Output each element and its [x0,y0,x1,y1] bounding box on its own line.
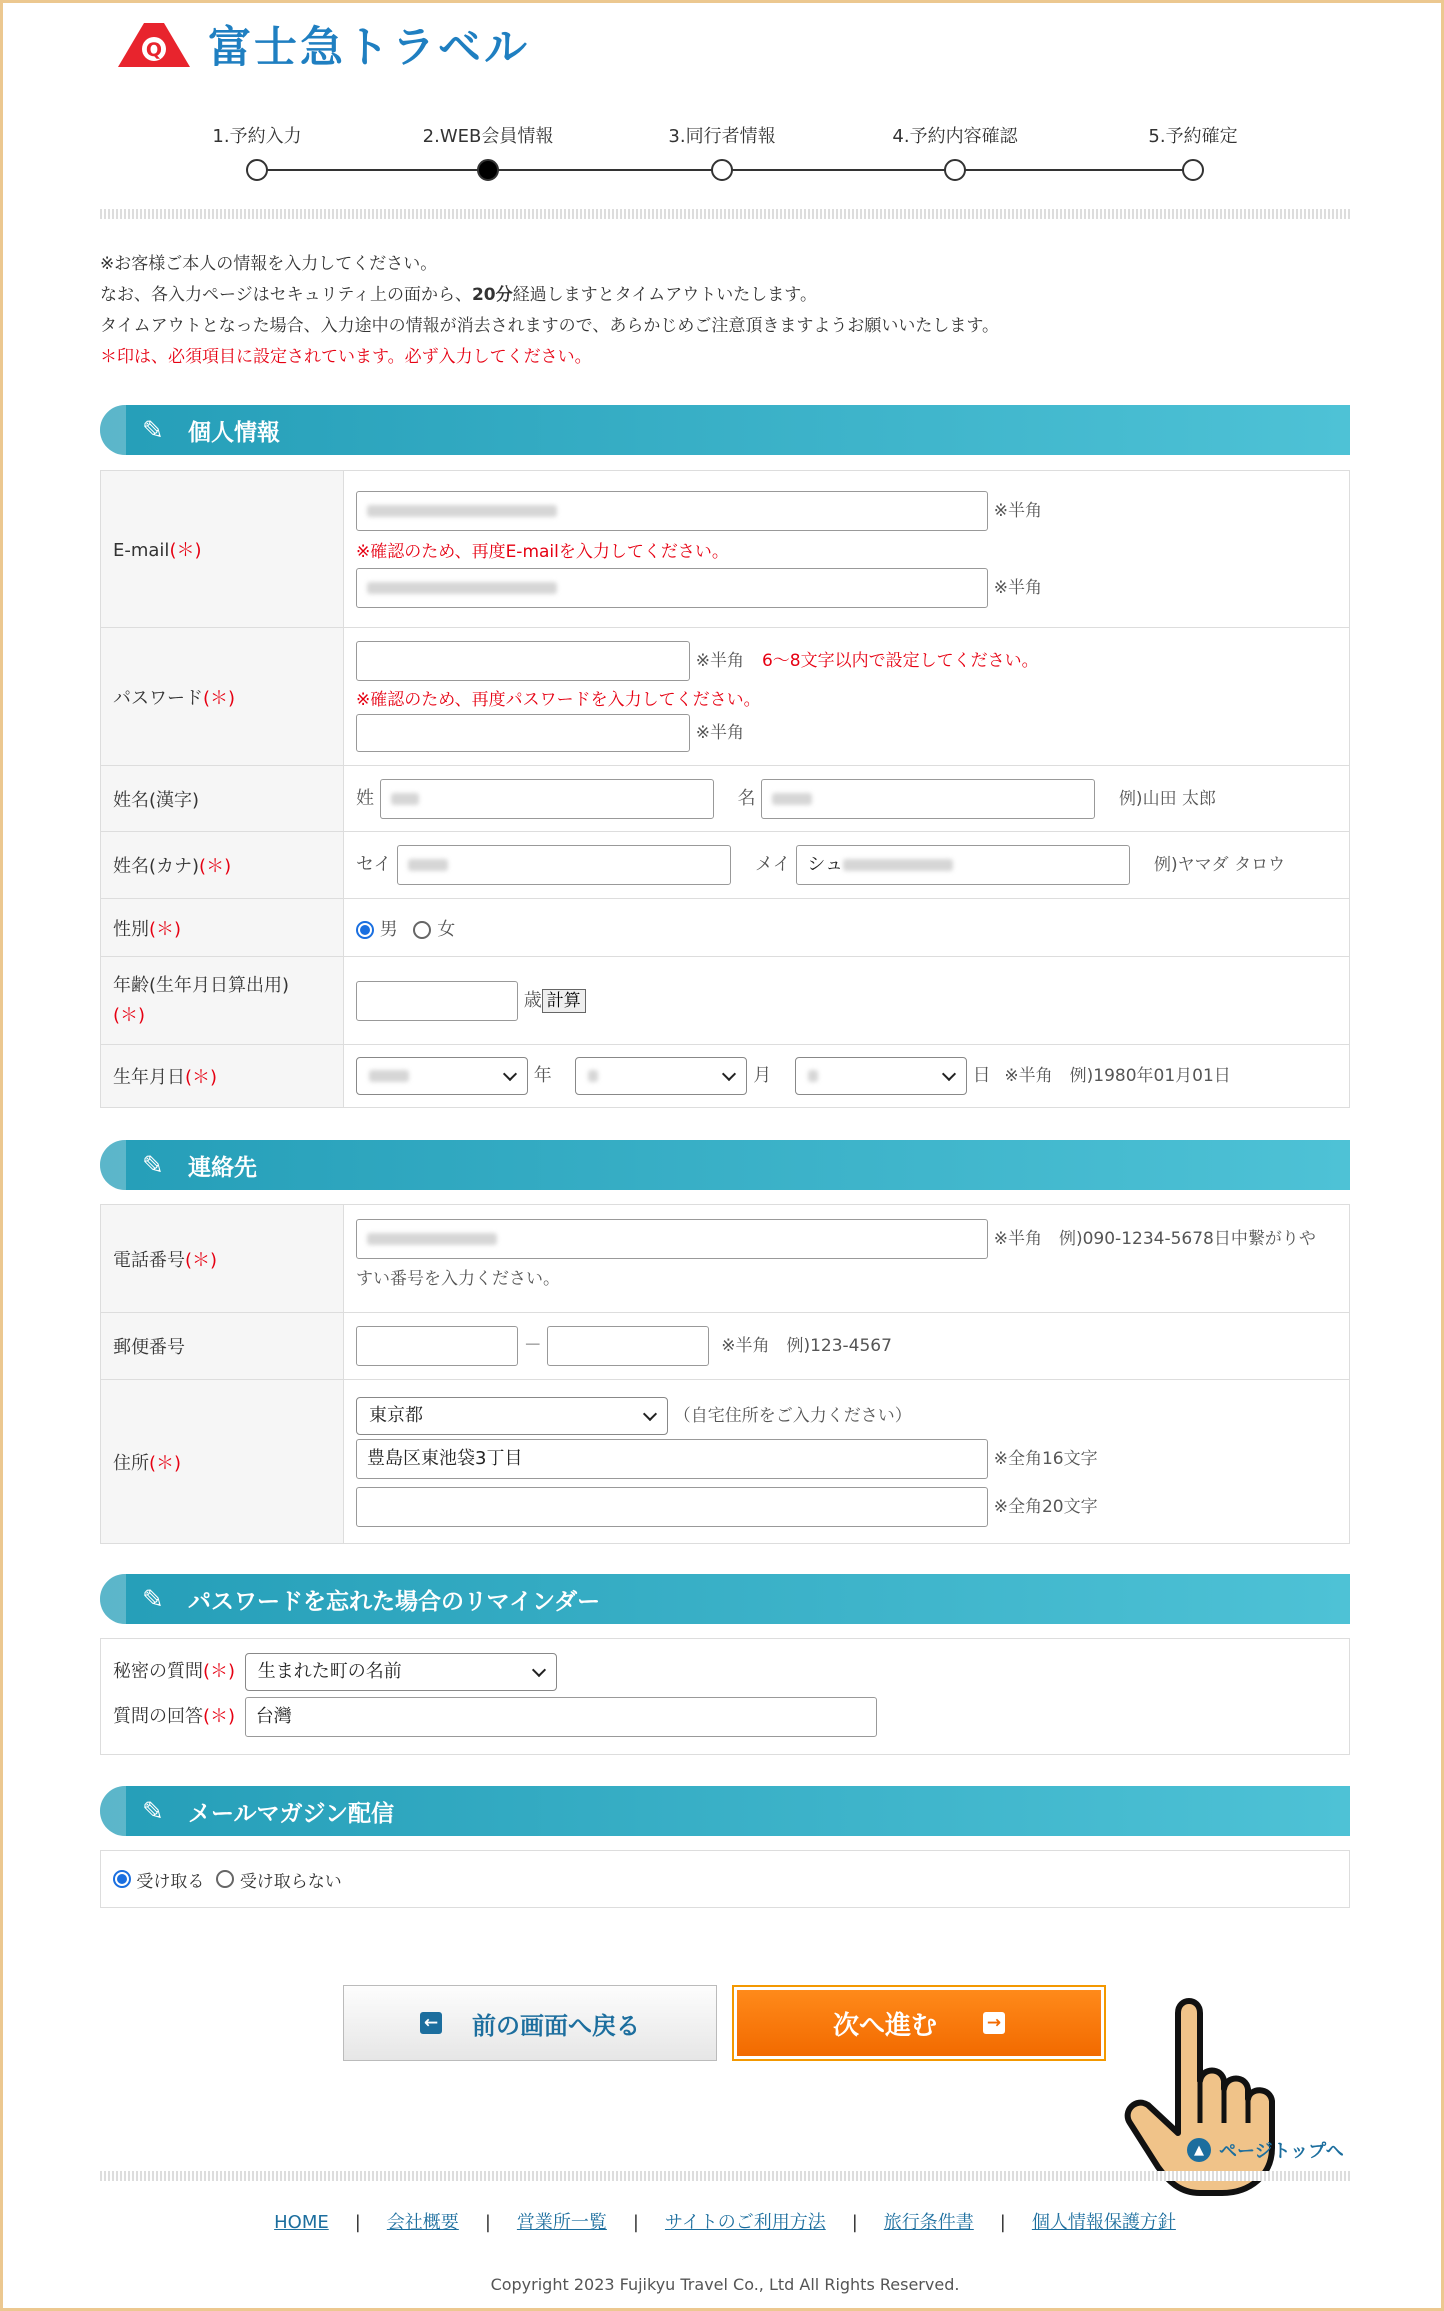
gender-label: 性別(＊) [101,899,344,957]
email-confirm-input[interactable] [356,568,988,608]
name-kanji-example: 例)山田 太郎 [1118,788,1216,809]
pencil-icon: ✎ [142,416,164,446]
next-button[interactable]: 次へ進む → [732,1985,1106,2061]
divider-bottom [100,2171,1350,2181]
birth-month-select[interactable] [575,1057,747,1095]
arrow-left-icon: ← [420,2012,442,2034]
birthdate-note: ※半角 例)1980年01月01日 [1004,1066,1231,1086]
step-2-label: 2.WEB会員情報 [422,126,554,147]
row-email [101,471,1350,628]
password-input[interactable] [356,641,690,681]
email-input[interactable] [356,491,988,531]
name-kana-label: 姓名(カナ)(＊) [101,832,344,899]
copyright: Copyright 2023 Fujikyu Travel Co., Ltd All Rights Reserved. [490,2275,960,2294]
intro-line-2: なお、各入力ページはセキュリティ上の面から、20分経過しますとタイムアウトいたします。 [100,285,817,305]
row-password: パスワード(＊) ※半角 6～8文字以内で設定してください。 ※確認のため、再度パスワードを入力してください。 ※半角 [101,628,1350,766]
mei-kana-input[interactable]: シュ [796,845,1130,885]
step-1-dot [246,159,268,181]
section-personal-title: 個人情報 [188,419,280,446]
email-note: ※半角 [993,500,1042,521]
footer-link-usage[interactable]: サイトのご利用方法 [664,2212,826,2233]
phone-input[interactable] [356,1219,988,1259]
intro-text [100,249,999,373]
row-gender: 性別(＊) 男 女 [101,899,1350,957]
intro-line-1: ※お客様ご本人の情報を入力してください。 [100,254,438,274]
reminder-box: 秘密の質問(＊) 生まれた町の名前 質問の回答(＊) 台灣 [100,1638,1350,1755]
step-5-label: 5.予約確定 [1148,126,1238,147]
zip-note: ※半角 例)123-4567 [721,1336,892,1356]
birth-day-select[interactable] [795,1057,967,1095]
email-confirm-note-half: ※半角 [993,577,1042,598]
arrow-right-icon: → [983,2012,1005,2034]
footer-link-company[interactable]: 会社概要 [386,2212,459,2233]
calc-button[interactable]: 計算 [542,989,586,1013]
mailmag-box: 受け取る 受け取らない [100,1850,1350,1908]
step-4-dot [944,159,966,181]
secret-question-select[interactable]: 生まれた町の名前 [245,1653,557,1691]
step-2-dot-current [477,159,499,181]
intro-required-note: ＊印は、必須項目に設定されています。必ず入力してください。 [100,347,592,367]
birthdate-label: 生年月日(＊) [101,1045,344,1108]
logo-letter: Q [145,39,163,61]
phone-note: ※半角 例)090-1234-5678日中繋がりや [993,1228,1316,1249]
brand-logo[interactable] [114,17,530,71]
fuji-q-logo-icon [114,19,194,69]
sei-kana-input[interactable] [397,845,731,885]
personal-form [100,470,1350,1108]
step-3-label: 3.同行者情報 [668,126,776,147]
address-label: 住所(＊) [101,1380,344,1544]
secret-answer-input[interactable]: 台灣 [245,1697,877,1737]
phone-note-2: すい番号を入力ください。 [356,1268,560,1289]
phone-label: 電話番号(＊) [101,1205,344,1313]
secret-answer-label: 質問の回答 [113,1706,203,1727]
gender-male-radio[interactable] [356,921,374,939]
contact-form [100,1204,1350,1544]
address-hint: （自宅住所をご入力ください） [673,1405,912,1426]
footer-links: HOME | 会社概要 | 営業所一覧 | サイトのご利用方法 | 旅行条件書 | 個人情報保護方針 [274,2212,1176,2233]
step-3-dot [711,159,733,181]
mailmag-receive-radio[interactable] [113,1870,131,1888]
name-kana-example: 例)ヤマダ タロウ [1154,855,1286,875]
row-zip: 郵便番号 － ※半角 例)123-4567 [101,1313,1350,1380]
row-name-kanji: 姓名(漢字) 姓 名 例)山田 太郎 [101,766,1350,832]
step-5-dot [1182,159,1204,181]
age-input[interactable] [356,981,518,1021]
address-1-input[interactable]: 豊島区東池袋3丁目 [356,1439,988,1479]
zip-second-input[interactable] [547,1326,709,1366]
section-contact-title: 連絡先 [188,1154,257,1181]
birth-year-select[interactable] [356,1057,528,1095]
section-mailmag-title: メールマガジン配信 [188,1800,394,1827]
age-label: 年齢(生年月日算出用) (＊) [101,957,344,1045]
email-label: E-mail(＊) [101,471,344,628]
page-top-link[interactable]: ▲ ページトップへ [1187,2137,1344,2163]
row-name-kana: 姓名(カナ)(＊) セイ メイ シュ 例)ヤマダ タロウ [101,832,1350,899]
password-rule: 6～8文字以内で設定してください。 [761,651,1039,671]
section-reminder-title: パスワードを忘れた場合のリマインダー [188,1588,601,1615]
row-age: 年齢(生年月日算出用) (＊) 歳 計算 [101,957,1350,1045]
section-mailmag-header [100,1786,1350,1836]
sei-kanji-input[interactable] [380,779,714,819]
section-reminder-header [100,1574,1350,1624]
pencil-icon: ✎ [142,1151,164,1181]
step-1-label: 1.予約入力 [212,126,302,147]
password-confirm-input[interactable] [356,714,690,752]
footer-link-terms[interactable]: 旅行条件書 [883,2212,974,2233]
step-4-label: 4.予約内容確認 [892,126,1018,147]
section-contact-header [100,1140,1350,1190]
name-kanji-label: 姓名(漢字) [101,766,344,832]
password-confirm-note: ※確認のため、再度パスワードを入力してください。 [356,690,761,710]
divider-top [100,209,1350,219]
progress-steps [100,118,1350,188]
brand-name: 富士急トラベル [208,22,530,73]
row-address: 住所(＊) 東京都 （自宅住所をご入力ください） 豊島区東池袋3丁目 ※全角16文字 ※全角20文字 [101,1380,1350,1544]
footer-link-privacy[interactable]: 個人情報保護方針 [1031,2212,1176,2233]
zip-label: 郵便番号 [101,1313,344,1380]
pencil-icon: ✎ [142,1797,164,1827]
pencil-icon: ✎ [142,1585,164,1615]
mailmag-not-receive-radio[interactable] [216,1870,234,1888]
footer-link-offices[interactable]: 営業所一覧 [516,2212,607,2233]
row-phone [101,1205,1350,1313]
intro-line-3: タイムアウトとなった場合、入力途中の情報が消去されますので、あらかじめご注意頂きますようお願いいたします。 [100,316,999,336]
email-confirm-note: ※確認のため、再度E-mailを入力してください。 [356,541,729,562]
address-2-input[interactable] [356,1487,988,1527]
mei-kanji-input[interactable] [761,779,1095,819]
password-label: パスワード(＊) [101,628,344,766]
back-button[interactable]: ← 前の画面へ戻る [343,1985,717,2061]
zip-first-input[interactable] [356,1326,518,1366]
secret-question-label: 秘密の質問 [113,1661,203,1682]
gender-female-radio[interactable] [413,921,431,939]
row-birthdate: 生年月日(＊) 年 月 日 ※半角 例)1980年01月01日 [101,1045,1350,1108]
pointing-hand-icon [1122,1983,1302,2198]
prefecture-select[interactable]: 東京都 [356,1397,668,1435]
footer-link-home[interactable]: HOME [274,2212,329,2233]
chevron-up-icon: ▲ [1187,2138,1211,2162]
section-personal-header [100,405,1350,455]
